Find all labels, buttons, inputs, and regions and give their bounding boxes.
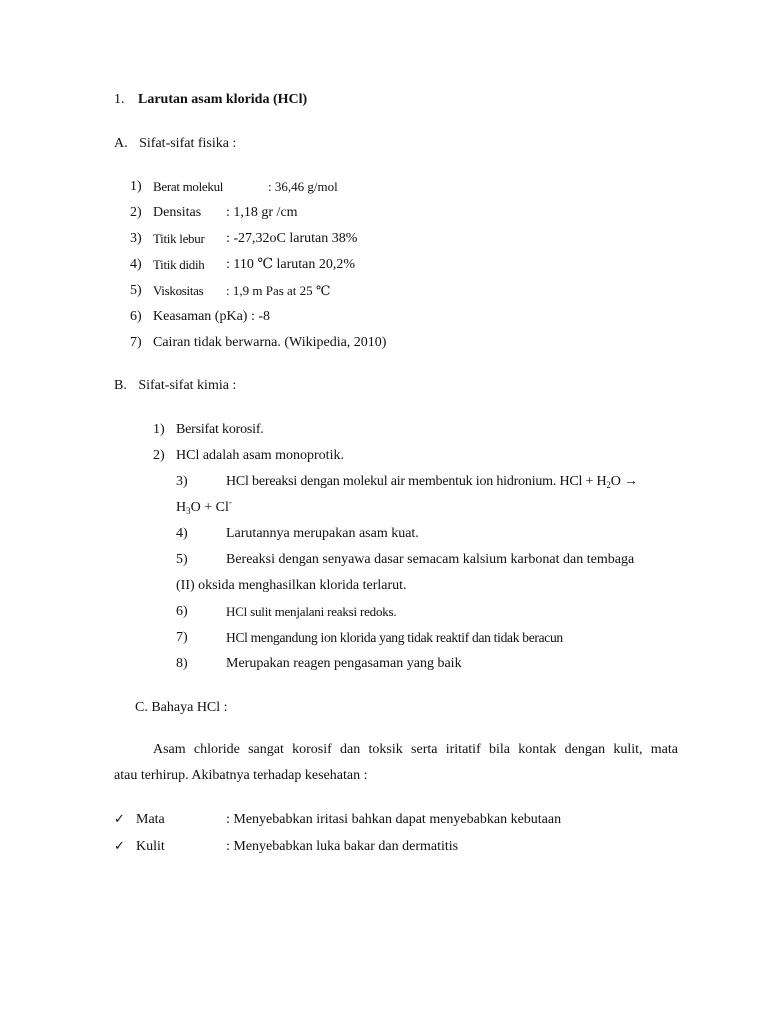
list-item-text: Larutannya merupakan asam kuat. [226,526,419,541]
section-b-title: B. Sifat-sifat kimia : [114,378,237,393]
list-item-number: 6) [176,604,188,619]
list-item-number: 4) [130,257,142,272]
list-item-number: 2) [153,448,165,463]
heading-number: 1. [114,92,125,107]
list-item-number: 5) [130,283,142,298]
list-item-text: HCl mengandung ion klorida yang tidak reaktif dan tidak beracun [226,630,563,645]
reaction-text: HCl bereaksi dengan molekul air membentuk ion hidronium. HCl + $H_2O$ → [226,474,638,490]
list-item-text: HCl sulit menjalani reaksi redoks. [226,604,397,619]
property-name: Densitas [153,205,202,220]
checkmark-icon: ✓ [114,812,125,827]
property-value: : 36,46 g/mol [268,179,338,194]
effect-organ: Kulit [136,839,165,854]
paragraph-line: Asam chloride sangat korosif dan toksik serta iritatif bila kontak dengan kulit, mata [153,742,678,757]
section-c-title: C. Bahaya HCl : [135,700,228,715]
checkmark-icon: ✓ [114,839,125,854]
heading-title: Larutan asam klorida (HCl) [138,92,308,107]
property-value: : -27,32oC larutan 38% [226,231,358,246]
list-item-number: 2) [130,205,142,220]
list-item-number: 3) [176,474,188,489]
list-item-number: 1) [130,179,142,194]
list-item-text: Bersifat korosif. [176,422,264,437]
list-item-text: Merupakan reagen pengasaman yang baik [226,656,462,671]
list-item-number: 7) [130,335,142,350]
property-value: : 1,9 m Pas at 25 ℃ [226,283,331,298]
list-item-number: 6) [130,309,142,324]
reaction-continuation: $H_3O + Cl^-$ [176,497,232,516]
list-item-continuation: (II) oksida menghasilkan klorida terlarut. [176,578,407,593]
property-name: Viskositas [153,283,204,298]
section-a-title: A. Sifat-sifat fisika : [114,136,237,151]
list-item-number: 1) [153,422,165,437]
effect-description: : Menyebabkan iritasi bahkan dapat menyebabkan kebutaan [226,812,562,827]
list-item-number: 7) [176,630,188,645]
property-value: : 110 ℃ larutan 20,2% [226,257,356,272]
paragraph-line: atau terhirup. Akibatnya terhadap kesehatan : [114,768,368,783]
property-name: Titik didih [153,257,205,272]
list-item-number: 8) [176,656,188,671]
list-item-number: 3) [130,231,142,246]
effect-description: : Menyebabkan luka bakar dan dermatitis [226,839,459,854]
property-value: : 1,18 gr /cm [226,205,298,220]
heading [114,91,307,109]
effect-organ: Mata [136,812,165,827]
list-item-text: Keasaman (pKa) : -8 [153,309,271,324]
list-item-text: HCl adalah asam monoprotik. [176,448,344,463]
list-item-number: 5) [176,552,188,567]
list-item-number: 4) [176,526,188,541]
list-item-text: Bereaksi dengan senyawa dasar semacam kalsium karbonat dan tembaga [226,552,635,567]
property-name: Titik lebur [153,231,205,246]
property-name: Berat molekul [153,179,224,194]
list-item-text: Cairan tidak berwarna. (Wikipedia, 2010) [153,335,387,350]
